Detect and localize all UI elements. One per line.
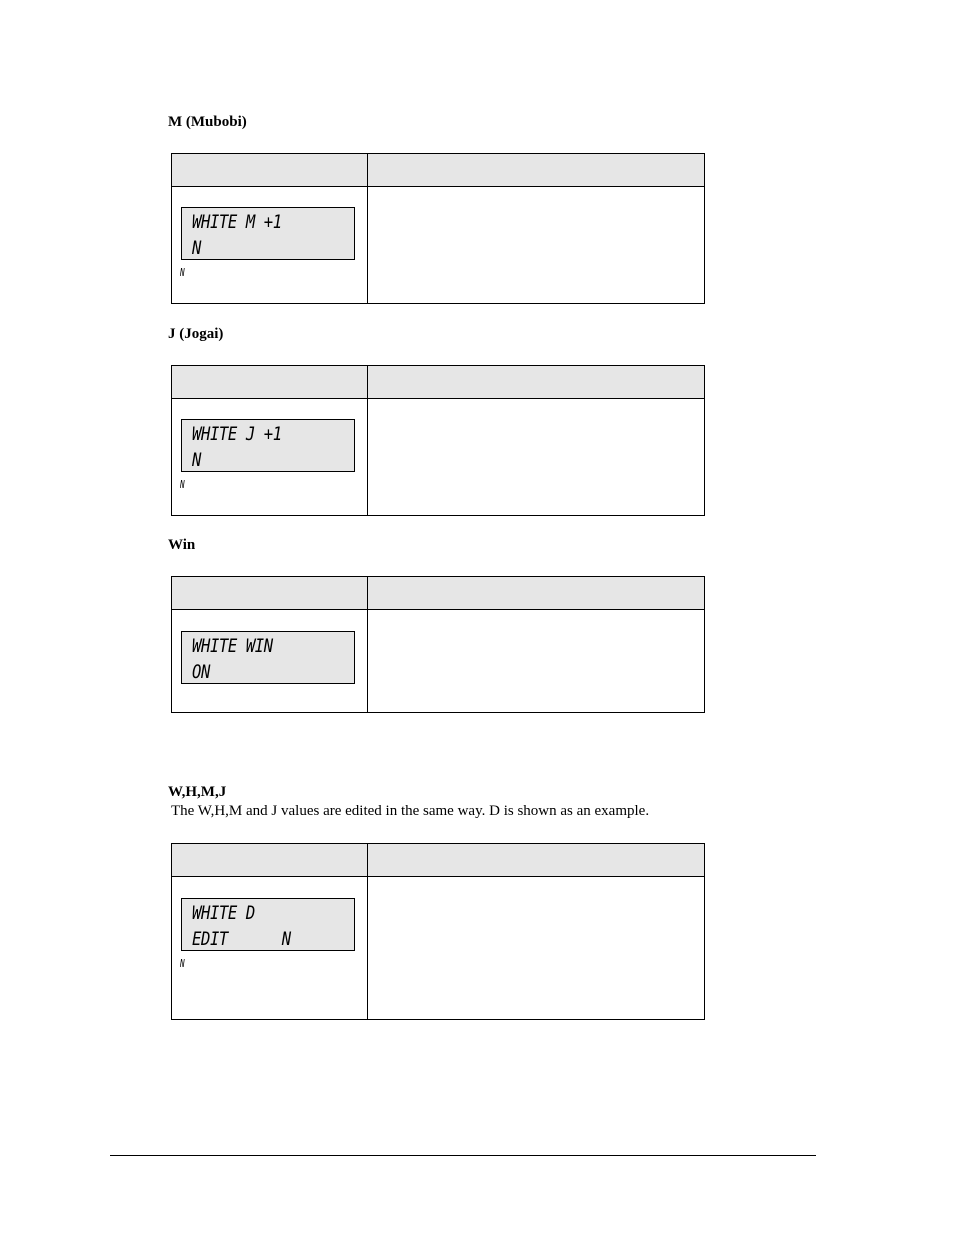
whmj-table: [171, 843, 705, 1020]
section-description: The W,H,M and J values are edited in the same way. D is shown as an example.: [171, 803, 650, 819]
lcd-display: [181, 898, 355, 951]
lcd-note: N: [180, 957, 185, 970]
lcd-line-2: EDIT N: [192, 928, 291, 950]
win-table: [171, 576, 705, 713]
table-row: [172, 877, 704, 1019]
section-heading-mubobi: M (Mubobi): [168, 114, 247, 130]
lcd-line-2: ON: [192, 661, 210, 683]
mubobi-table: [171, 153, 705, 304]
lcd-line-2: N: [192, 449, 201, 471]
lcd-display: [181, 207, 355, 260]
lcd-line-1: WHITE J +1: [192, 423, 282, 445]
lcd-line-1: WHITE M +1: [192, 211, 282, 233]
table-header: [172, 366, 704, 399]
table-header: [172, 577, 704, 610]
table-row: [172, 399, 704, 515]
lcd-line-1: WHITE D: [192, 902, 255, 924]
jogai-table: [171, 365, 705, 516]
lcd-line-2: N: [192, 237, 201, 259]
section-heading-win: Win: [168, 537, 196, 553]
table-row: [172, 610, 704, 712]
lcd-display: [181, 631, 355, 684]
section-heading-whmj: W,H,M,J: [168, 784, 227, 800]
table-header: [172, 844, 704, 877]
lcd-note: N: [180, 266, 185, 279]
section-heading-jogai: J (Jogai): [168, 326, 224, 342]
lcd-line-1: WHITE WIN: [192, 635, 273, 657]
table-header: [172, 154, 704, 187]
lcd-note: N: [180, 478, 185, 491]
lcd-display: [181, 419, 355, 472]
table-row: [172, 187, 704, 303]
footer-rule: [110, 1155, 816, 1156]
